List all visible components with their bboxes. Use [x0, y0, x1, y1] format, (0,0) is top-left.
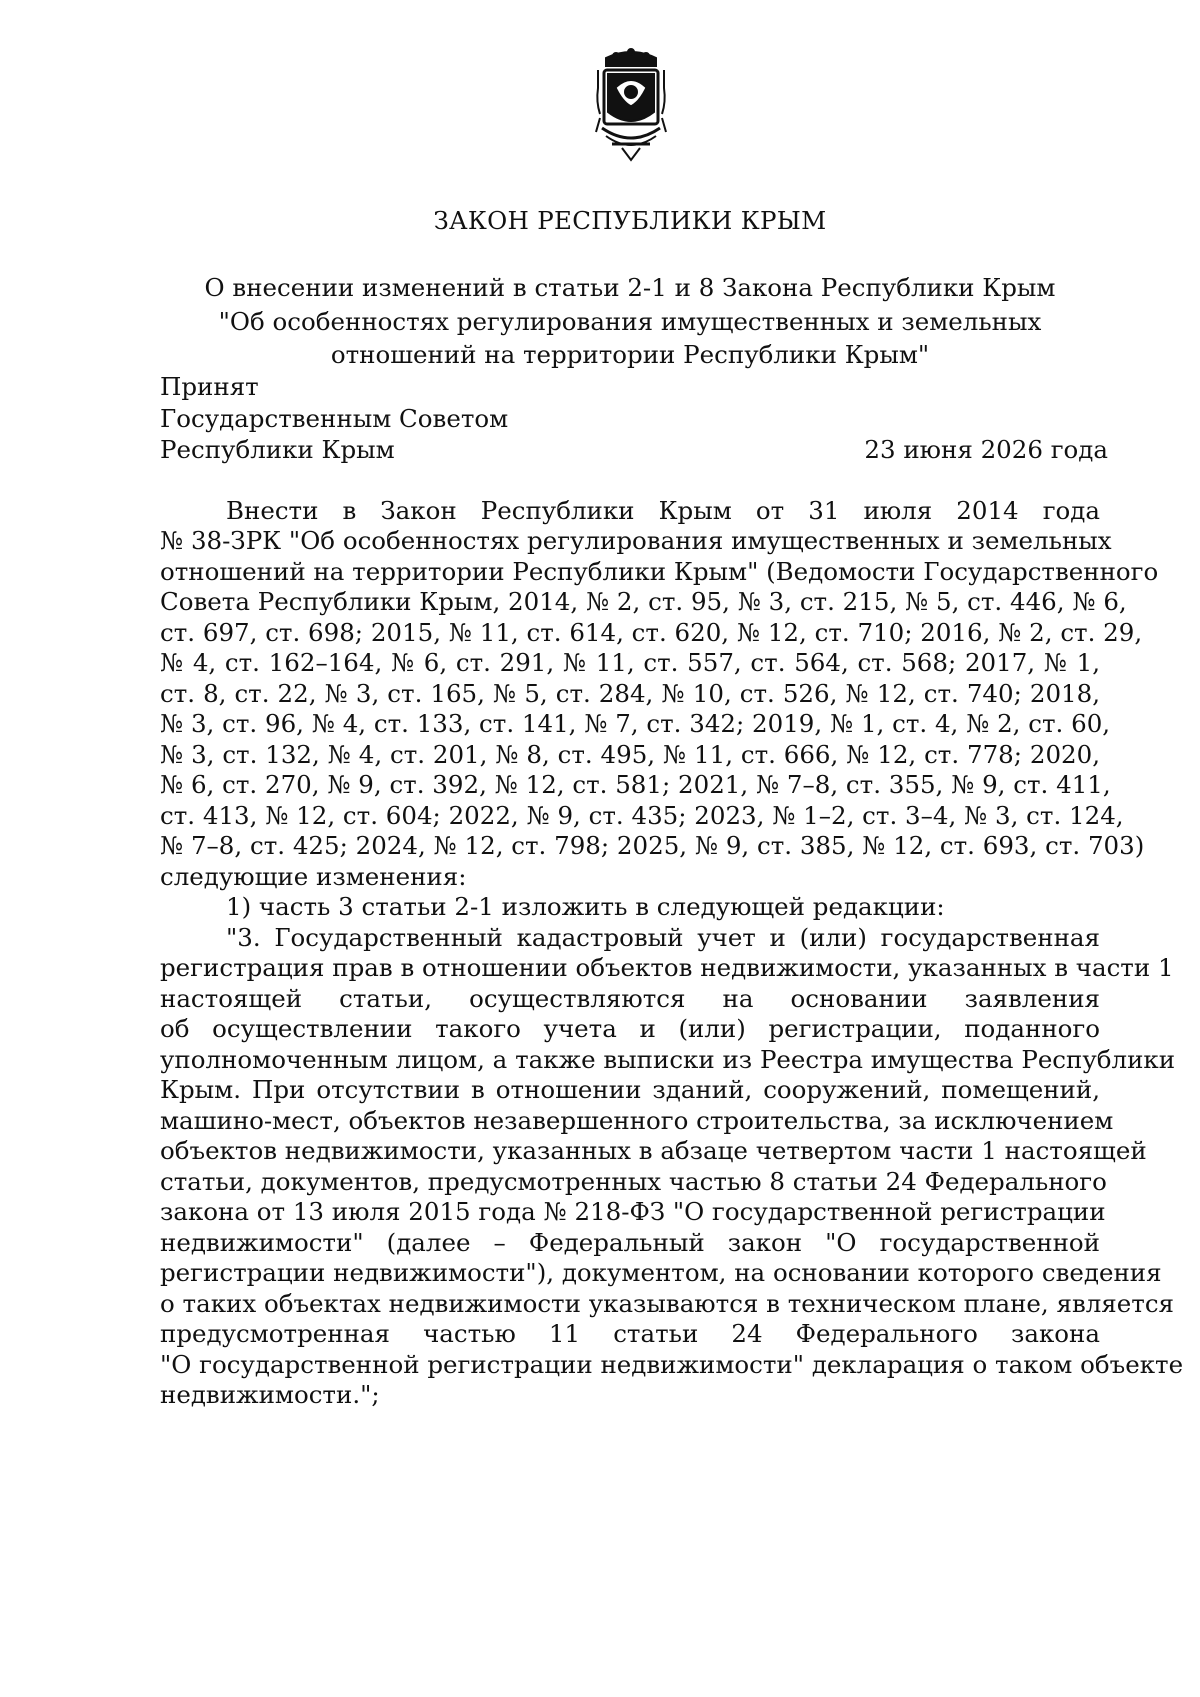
body-line-17: настоящей статьи, осуществляются на основании заявления — [160, 984, 1100, 1013]
body-line-18: об осуществлении такого учета и (или) регистрации, поданного — [160, 1014, 1100, 1043]
adopted-line-2: Государственным Советом — [160, 404, 509, 433]
body-line-21: машино-мест, объектов незавершенного строительства, за исключением — [160, 1106, 1114, 1135]
law-title: ЗАКОН РЕСПУБЛИКИ КРЫМ — [433, 206, 827, 235]
crimea-coat-of-arms-icon — [592, 48, 670, 164]
body-line-27: о таких объектах недвижимости указываются в техническом плане, является — [160, 1289, 1174, 1318]
adopted-line-1: Принят — [160, 372, 259, 401]
body-line-15: "3. Государственный кадастровый учет и (или) государственная — [226, 923, 1100, 952]
body-line-22: объектов недвижимости, указанных в абзаце четвертом части 1 настоящей — [160, 1136, 1147, 1165]
body-line-5: ст. 697, ст. 698; 2015, № 11, ст. 614, ст. 620, № 12, ст. 710; 2016, № 2, ст. 29, — [160, 618, 1143, 647]
body-line-9: № 3, ст. 132, № 4, ст. 201, № 8, ст. 495, № 11, ст. 666, № 12, ст. 778; 2020, — [160, 740, 1100, 769]
body-line-8: № 3, ст. 96, № 4, ст. 133, ст. 141, № 7, ст. 342; 2019, № 1, ст. 4, № 2, ст. 60, — [160, 709, 1111, 738]
adoption-date: 23 июня 2026 года — [864, 435, 1108, 464]
body-line-3: отношений на территории Республики Крым" (Ведомости Государственного — [160, 557, 1159, 586]
body-line-30: недвижимости."; — [160, 1380, 380, 1409]
body-line-1: Внести в Закон Республики Крым от 31 июля 2014 года — [226, 496, 1100, 525]
body-line-28: предусмотренная частью 11 статьи 24 Федерального закона — [160, 1319, 1100, 1348]
body-line-26: регистрации недвижимости"), документом, на основании которого сведения — [160, 1258, 1162, 1287]
body-line-13: следующие изменения: — [160, 862, 467, 891]
body-line-11: ст. 413, № 12, ст. 604; 2022, № 9, ст. 435; 2023, № 1–2, ст. 3–4, № 3, ст. 124, — [160, 801, 1124, 830]
body-line-4: Совета Республики Крым, 2014, № 2, ст. 95, № 3, ст. 215, № 5, ст. 446, № 6, — [160, 587, 1127, 616]
body-line-2: № 38-ЗРК "Об особенностях регулирования имущественных и земельных — [160, 526, 1112, 555]
amendment-item-1: 1) часть 3 статьи 2-1 изложить в следующей редакции: — [226, 892, 945, 921]
body-line-16: регистрация прав в отношении объектов недвижимости, указанных в части 1 — [160, 953, 1174, 982]
body-line-25: недвижимости" (далее – Федеральный закон "О государственной — [160, 1228, 1100, 1257]
body-line-20: Крым. При отсутствии в отношении зданий, сооружений, помещений, — [160, 1075, 1100, 1104]
body-line-10: № 6, ст. 270, № 9, ст. 392, № 12, ст. 581; 2021, № 7–8, ст. 355, № 9, ст. 411, — [160, 770, 1111, 799]
body-line-7: ст. 8, ст. 22, № 3, ст. 165, № 5, ст. 284, № 10, ст. 526, № 12, ст. 740; 2018, — [160, 679, 1100, 708]
body-line-23: статьи, документов, предусмотренных частью 8 статьи 24 Федерального — [160, 1167, 1107, 1196]
body-line-12: № 7–8, ст. 425; 2024, № 12, ст. 798; 2025, № 9, ст. 385, № 12, ст. 693, ст. 703) — [160, 831, 1145, 860]
body-line-29: "О государственной регистрации недвижимости" декларация о таком объекте — [160, 1350, 1184, 1379]
law-subtitle-line-3: отношений на территории Республики Крым" — [330, 340, 930, 369]
law-subtitle-line-2: "Об особенностях регулирования имущественных и земельных — [218, 307, 1042, 336]
body-line-19: уполномоченным лицом, а также выписки из Реестра имущества Республики — [160, 1045, 1176, 1074]
body-line-6: № 4, ст. 162–164, № 6, ст. 291, № 11, ст. 557, ст. 564, ст. 568; 2017, № 1, — [160, 648, 1100, 677]
adopted-line-3: Республики Крым — [160, 435, 395, 464]
law-subtitle-line-1: О внесении изменений в статьи 2-1 и 8 Закона Республики Крым — [204, 273, 1056, 302]
body-line-24: закона от 13 июля 2015 года № 218-ФЗ "О государственной регистрации — [160, 1197, 1106, 1226]
